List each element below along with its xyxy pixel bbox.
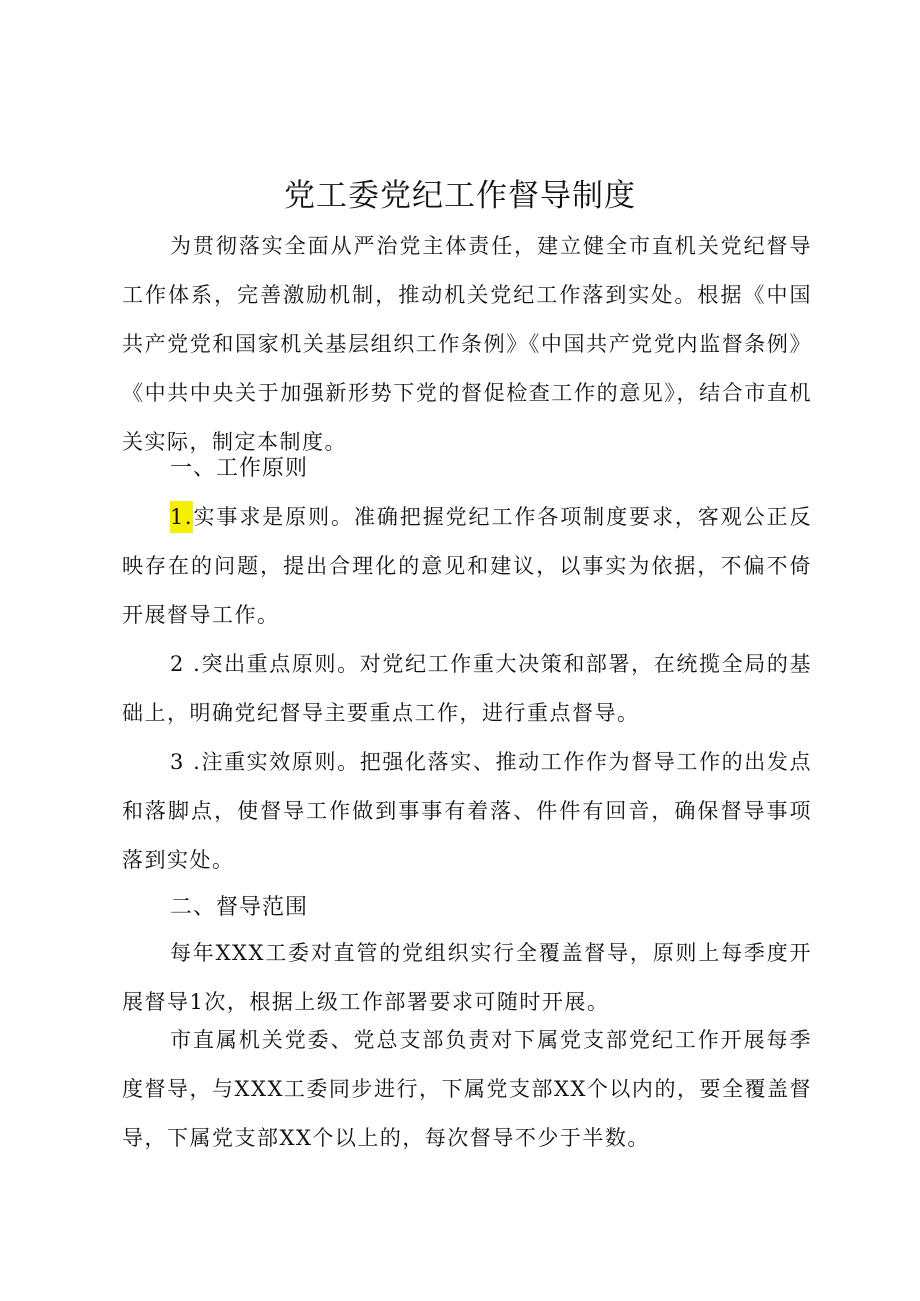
- document-title: 党工委党纪工作督导制度: [284, 178, 636, 214]
- principle-item-2: 2 .突出重点原则。对党纪工作重大决策和部署，在统揽全局的基础上，明确党纪督导主要重点工作，进行重点督导。: [122, 652, 812, 725]
- scope-paragraph-2: 市直属机关党委、党总支部负责对下属党支部党纪工作开展每季度督导，与XXX工委同步进行，下属党支部XX个以内的，要全覆盖督导，下属党支部XX个以上的，每次督导不少于半数。: [122, 1028, 812, 1150]
- section-heading-supervision-scope: 二、督导范围: [170, 895, 309, 920]
- principle-item-1-text: 实事求是原则。准确把握党纪工作各项制度要求，客观公正反映存在的问题，提出合理化的意见和建议，以事实为依据，不偏不倚开展督导工作。: [122, 505, 812, 627]
- intro-paragraph: 为贯彻落实全面从严治党主体责任，建立健全市直机关党纪督导工作体系，完善激励机制，推动机关党纪工作落到实处。根据《中国共产党党和国家机关基层组织工作条例》《中国共产党党内监督条例》《中共中央关于加强新形势下党的督促检查工作的意见》，结合市直机关实际，制定本制度。: [122, 234, 812, 454]
- section-heading-work-principles: 一、工作原则: [170, 456, 309, 481]
- highlighted-number: 1.: [170, 501, 193, 533]
- scope-paragraph-1: 每年XXX工委对直管的党组织实行全覆盖督导，原则上每季度开展督导1次，根据上级工作部署要求可随时开展。: [122, 941, 812, 1014]
- principle-item-3: 3 .注重实效原则。把强化落实、推动工作作为督导工作的出发点和落脚点，使督导工作做到事事有着落、件件有回音，确保督导事项落到实处。: [122, 750, 812, 872]
- principle-item-1: [122, 493, 812, 640]
